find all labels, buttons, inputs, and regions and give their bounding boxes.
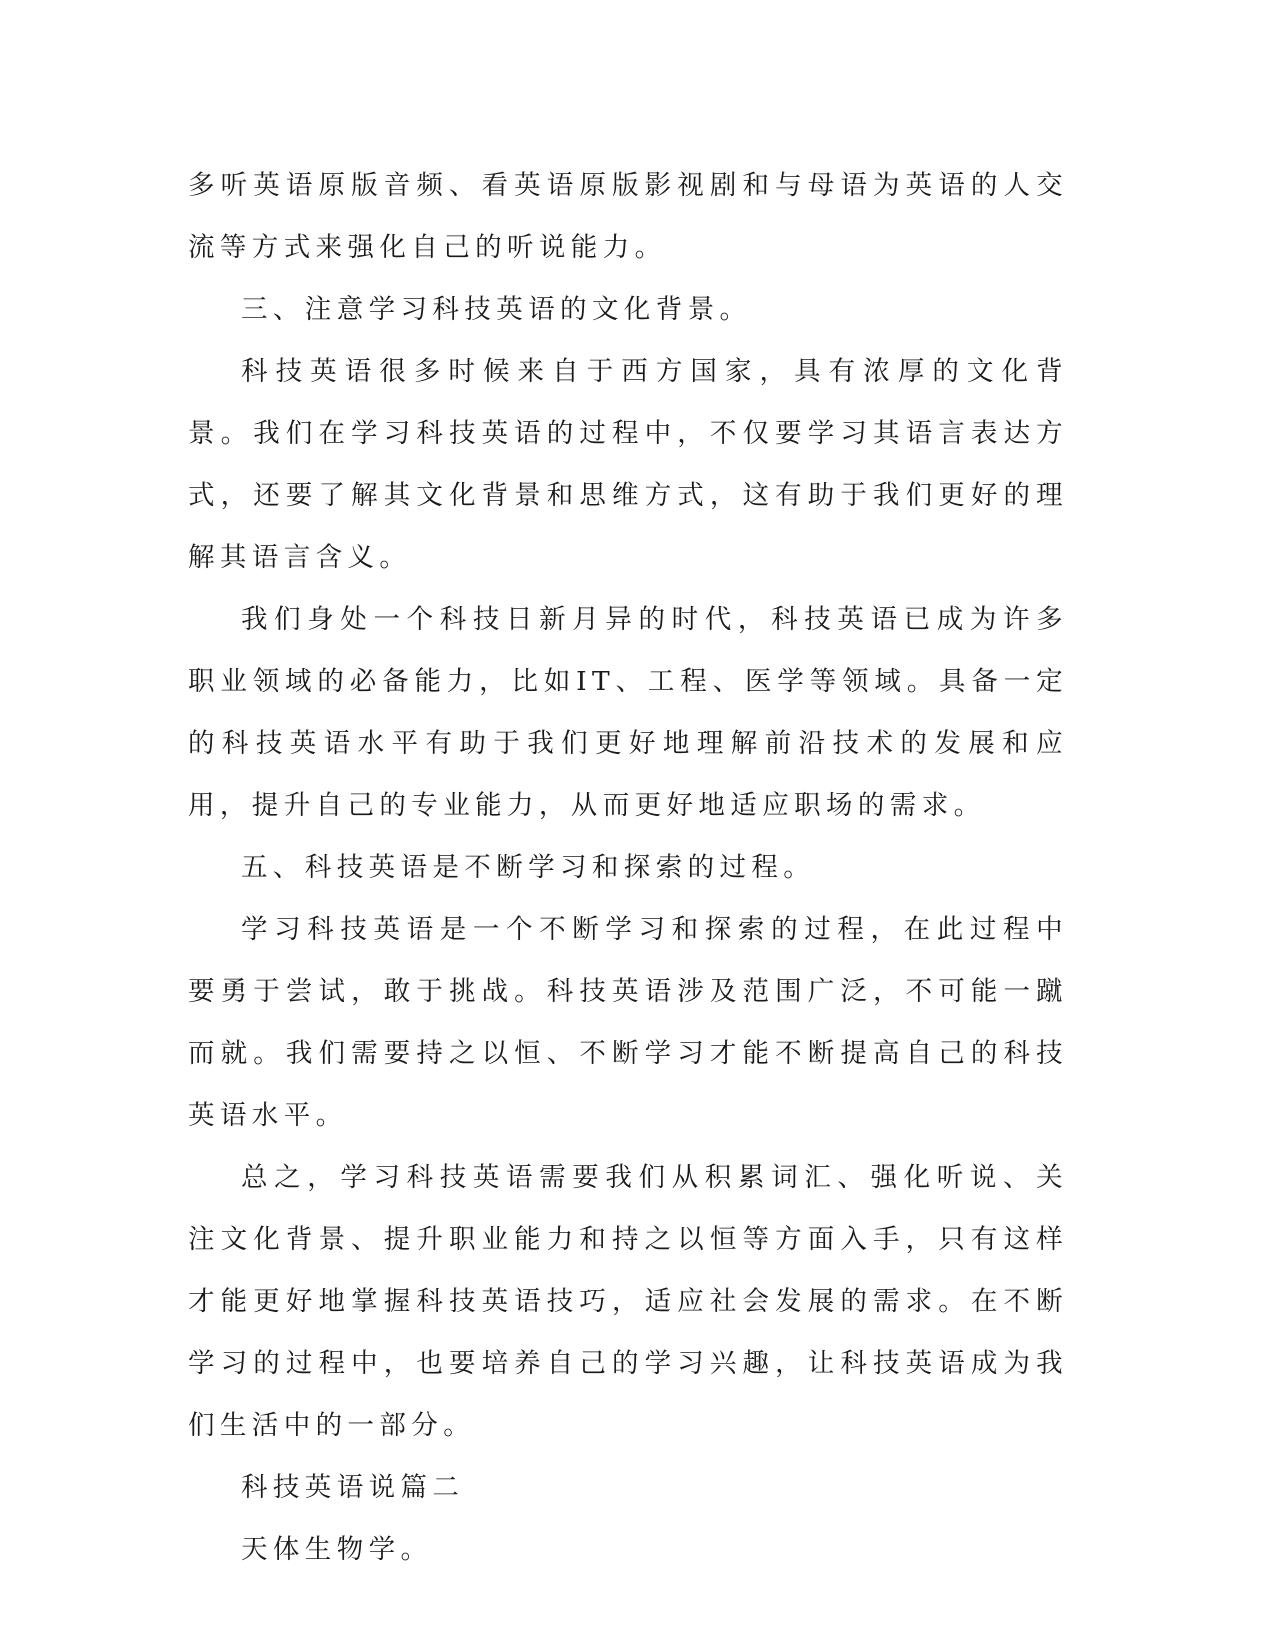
paragraph-continuation: 多听英语原版音频、看英语原版影视剧和与母语为英语的人交流等方式来强化自己的听说能力。 [188, 170, 1068, 263]
section-heading-five: 五、科技英语是不断学习和探索的过程。 [241, 852, 816, 883]
document-body [188, 155, 1068, 1581]
paragraph: 天体生物学。 [241, 1534, 433, 1565]
paragraph: 科技英语很多时候来自于西方国家，具有浓厚的文化背景。我们在学习科技英语的过程中，不仅要学习其语言表达方式，还要了解其文化背景和思维方式，这有助于我们更好的理解其语言含义。 [188, 356, 1068, 573]
article-title: 科技英语说篇二 [241, 1472, 465, 1503]
paragraph-summary: 总之，学习科技英语需要我们从积累词汇、强化听说、关注文化背景、提升职业能力和持之以恒等方面入手，只有这样才能更好地掌握科技英语技巧，适应社会发展的需求。在不断学习的过程中，也要培养自己的学习兴趣，让科技英语成为我们生活中的一部分。 [188, 1162, 1068, 1441]
section-heading-three: 三、注意学习科技英语的文化背景。 [241, 294, 752, 325]
paragraph: 学习科技英语是一个不断学习和探索的过程，在此过程中要勇于尝试，敢于挑战。科技英语涉及范围广泛，不可能一蹴而就。我们需要持之以恒、不断学习才能不断提高自己的科技英语水平。 [188, 914, 1068, 1131]
paragraph: 我们身处一个科技日新月异的时代，科技英语已成为许多职业领域的必备能力，比如IT、工程、医学等领域。具备一定的科技英语水平有助于我们更好地理解前沿技术的发展和应用，提升自己的专业能力，从而更好地适应职场的需求。 [188, 604, 1068, 821]
